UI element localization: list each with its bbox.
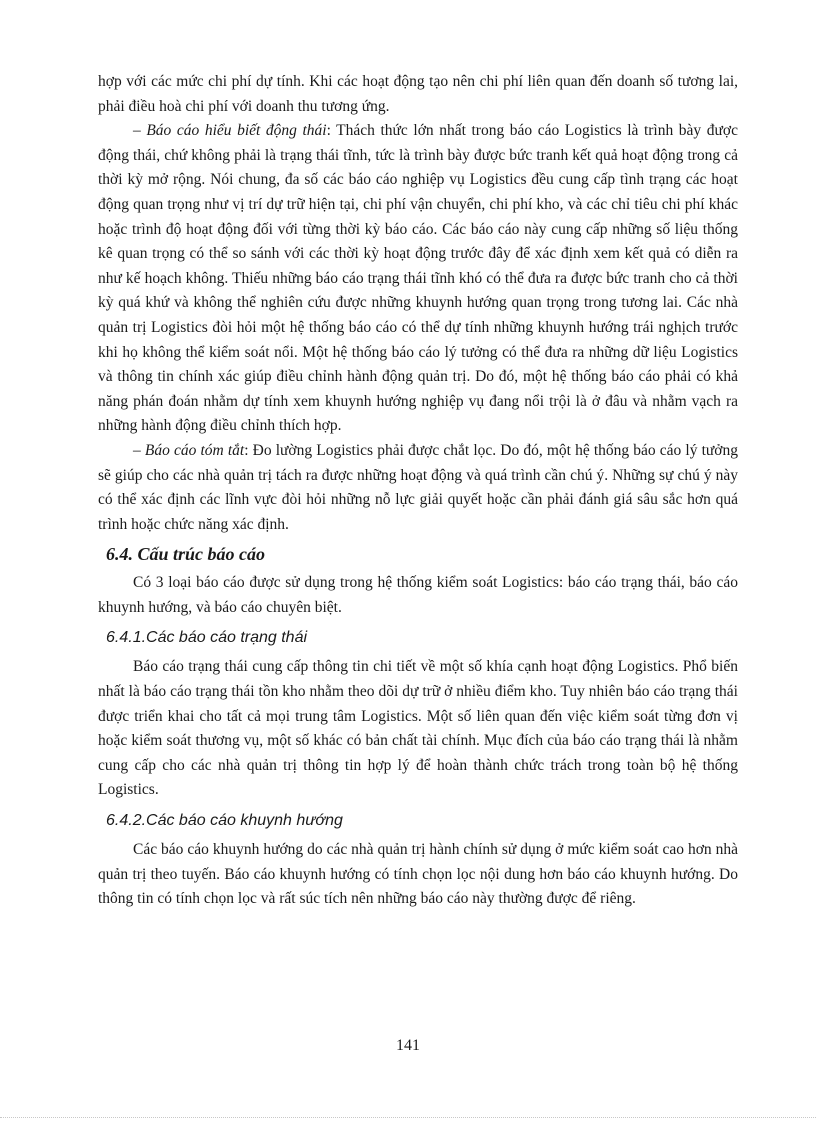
paragraph-intro: hợp với các mức chi phí dự tính. Khi các hoạt động tạo nên chi phí liên quan đến doanh số tương lai, phải điều hoà chi phí với doanh thu tương ứng.	[98, 73, 738, 115]
subsection-heading-6-4-1: 6.4.1.Các báo cáo trạng thái	[106, 629, 308, 647]
page-bottom-divider	[0, 1117, 816, 1119]
paragraph-trend-reports: Các báo cáo khuynh hướng do các nhà quản trị hành chính sử dụng ở mức kiểm soát cao hơn nhà quản trị theo tuyến. Báo cáo khuynh hướng có tính chọn lọc nội dung hơn báo cáo khuynh hướng. Do thông tin có tính chọn lọc và rất súc tích nên những báo cáo này thường được để riêng.	[98, 841, 738, 908]
paragraph-summary-report	[98, 439, 738, 537]
page-body	[98, 70, 738, 912]
paragraph-report-types: Có 3 loại báo cáo được sử dụng trong hệ thống kiểm soát Logistics: báo cáo trạng thái, báo cáo khuynh hướng, và báo cáo chuyên biệt.	[98, 574, 738, 616]
paragraph-dynamic-report	[98, 119, 738, 439]
page-number: 141	[396, 1037, 420, 1054]
section-heading-6-4: 6.4. Cấu trúc báo cáo	[106, 544, 266, 565]
subsection-heading-6-4-2: 6.4.2.Các báo cáo khuynh hướng	[106, 812, 343, 830]
term-dynamic-report: – Báo cáo hiểu biết động thái	[133, 122, 327, 140]
paragraph-status-reports: Báo cáo trạng thái cung cấp thông tin chi tiết về một số khía cạnh hoạt động Logistics. Phổ biến nhất là báo cáo trạng thái tồn kho nhằm theo dõi dự trữ ở nhiều điểm kho. Tuy nhiên báo cáo trạng thái được triển khai cho tất cả mọi trung tâm Logistics. Một số liên quan đến việc kiểm soát từng đơn vị hoặc kiểm soát thương vụ, một số khác có bản chất tài chính. Mục đích của báo cáo trạng thái là nhằm cung cấp cho các nhà quản trị thông tin hợp lý để hoàn thành chức trách trong toàn bộ hệ thống Logistics.	[98, 658, 738, 799]
dynamic-report-text: : Thách thức lớn nhất trong báo cáo Logistics là trình bày được động thái, chứ không phải là trạng thái tĩnh, tức là trình bày được bức tranh kết quả hoạt động trong cả thời kỳ mở rộng. Nói chung, đa số các báo cáo nghiệp vụ Logistics đều cung cấp tình trạng các hoạt động quan trọng như vị trí dự trữ hiện tại, chi phí vận chuyển, chi phí kho, và các chỉ tiêu chi phí khác hoặc trình độ hoạt động đối với từng thời kỳ báo cáo. Các báo cáo này cung cấp những số liệu thống kê quan trọng có thể so sánh với các thời kỳ hoạt động trước đây để xác định xem kết quả có diễn ra như kế hoạch không. Thiếu những báo cáo trạng thái tĩnh khó có thể đưa ra được bức tranh cho cả thời kỳ quá khứ và không thể nghiên cứu được những khuynh hướng quan trọng trong tương lai. Các nhà quản trị Logistics đòi hỏi một hệ thống báo cáo có thể dự tính những khuynh hướng trái nghịch trước khi họ không thể kiểm soát nổi. Một hệ thống báo cáo lý tưởng có thể đưa ra những dữ liệu Logistics và thông tin chính xác giúp điều chỉnh hành động quản trị. Do đó, một hệ thống báo cáo phải có khả năng phán đoán nhằm dự tính xem khuynh hướng nghiệp vụ đang nổi trội là ở đâu và nhằm vạch ra những hành động điều chỉnh thích hợp.	[98, 122, 738, 435]
summary-report-text: : Đo lường Logistics phải được chắt lọc. Do đó, một hệ thống báo cáo lý tưởng sẽ giúp cho các nhà quản trị tách ra được những hoạt động và quá trình cần chú ý. Những sự chú ý này có thể xác định các lĩnh vực đòi hỏi những nỗ lực giải quyết hoặc cần phải đánh giá sâu sắc hơn quá trình hoặc chức năng xác định.	[98, 441, 738, 533]
term-summary-report: – Báo cáo tóm tắt	[133, 441, 245, 459]
